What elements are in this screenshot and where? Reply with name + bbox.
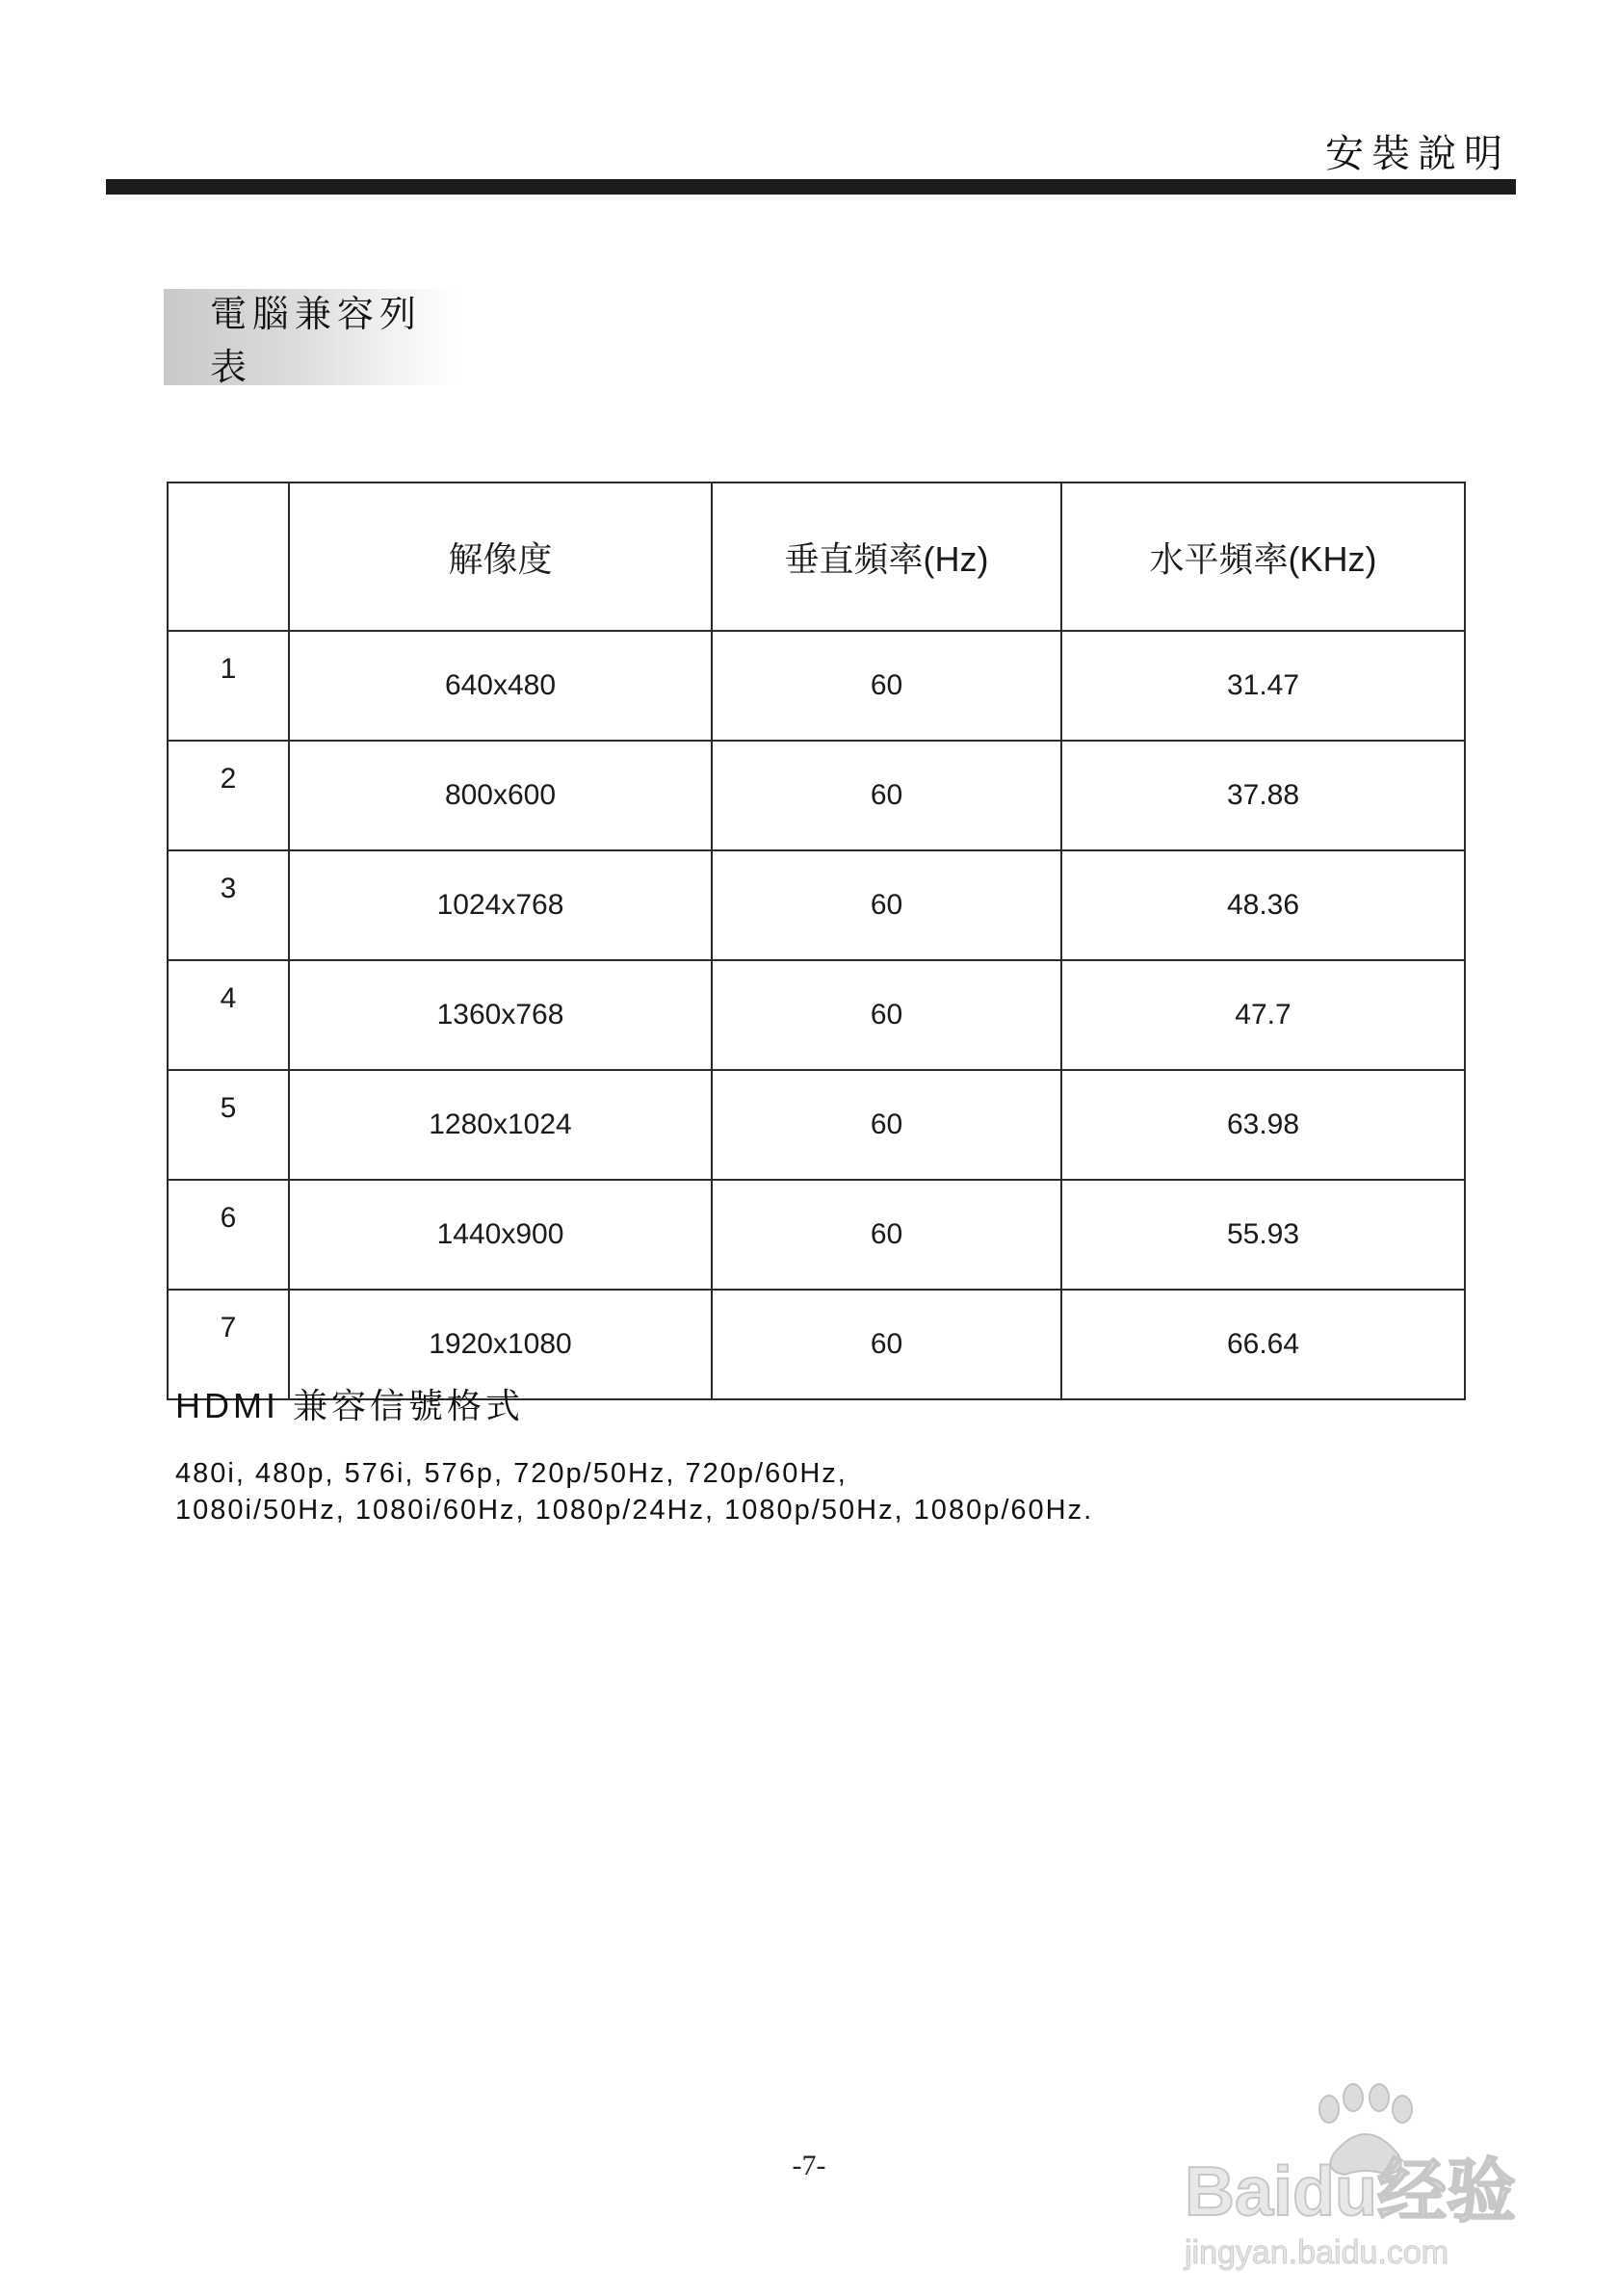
cell-vertical-frequency: 60 [712, 631, 1061, 741]
header-vertical-frequency: 垂直頻率(Hz) [712, 483, 1061, 631]
section-title-tab [164, 289, 457, 388]
cell-resolution: 800x600 [289, 741, 712, 850]
header-resolution: 解像度 [289, 483, 712, 631]
cell-horizontal-frequency: 31.47 [1061, 631, 1465, 741]
watermark-brand: Baidu经验 [1185, 2153, 1517, 2231]
cell-index: 1 [168, 631, 289, 741]
header-title: 安裝說明 [1325, 133, 1510, 175]
table-row [168, 741, 1465, 850]
cell-index: 3 [168, 850, 289, 960]
cell-index: 6 [168, 1180, 289, 1290]
cell-horizontal-frequency: 63.98 [1061, 1070, 1465, 1180]
cell-horizontal-frequency: 55.93 [1061, 1180, 1465, 1290]
watermark-url: jingyan.baidu.com [1185, 2234, 1449, 2271]
cell-vertical-frequency: 60 [712, 741, 1061, 850]
hdmi-formats-line-2: 1080i/50Hz, 1080i/60Hz, 1080p/24Hz, 1080p/50Hz, 1080p/60Hz. [175, 1495, 1094, 1526]
header-index [168, 483, 289, 631]
cell-vertical-frequency: 60 [712, 1290, 1061, 1399]
cell-resolution: 1280x1024 [289, 1070, 712, 1180]
cell-vertical-frequency: 60 [712, 1180, 1061, 1290]
cell-resolution: 1360x768 [289, 960, 712, 1070]
cell-resolution: 1440x900 [289, 1180, 712, 1290]
cell-resolution: 1920x1080 [289, 1290, 712, 1399]
cell-vertical-frequency: 60 [712, 960, 1061, 1070]
cell-index: 2 [168, 741, 289, 850]
cell-index: 5 [168, 1070, 289, 1180]
compatibility-table [167, 482, 1466, 1400]
baidu-watermark-logo [1156, 2071, 1541, 2273]
page-number: -7- [792, 2150, 826, 2181]
cell-index: 7 [168, 1290, 289, 1399]
table-row [168, 850, 1465, 960]
header-rule [106, 179, 1516, 195]
cell-horizontal-frequency: 66.64 [1061, 1290, 1465, 1399]
table-row [168, 960, 1465, 1070]
cell-horizontal-frequency: 48.36 [1061, 850, 1465, 960]
cell-index: 4 [168, 960, 289, 1070]
cell-horizontal-frequency: 47.7 [1061, 960, 1465, 1070]
cell-resolution: 640x480 [289, 631, 712, 741]
cell-horizontal-frequency: 37.88 [1061, 741, 1465, 850]
table-row [168, 631, 1465, 741]
hdmi-formats-line-1: 480i, 480p, 576i, 576p, 720p/50Hz, 720p/60Hz, [175, 1458, 848, 1489]
table-row [168, 1070, 1465, 1180]
table-header-row [168, 483, 1465, 631]
hdmi-title: HDMI 兼容信號格式 [175, 1386, 524, 1425]
section-title: 電腦兼容列表 [210, 295, 423, 388]
cell-vertical-frequency: 60 [712, 850, 1061, 960]
cell-resolution: 1024x768 [289, 850, 712, 960]
cell-vertical-frequency: 60 [712, 1070, 1061, 1180]
table-row [168, 1180, 1465, 1290]
header-horizontal-frequency: 水平頻率(KHz) [1061, 483, 1465, 631]
